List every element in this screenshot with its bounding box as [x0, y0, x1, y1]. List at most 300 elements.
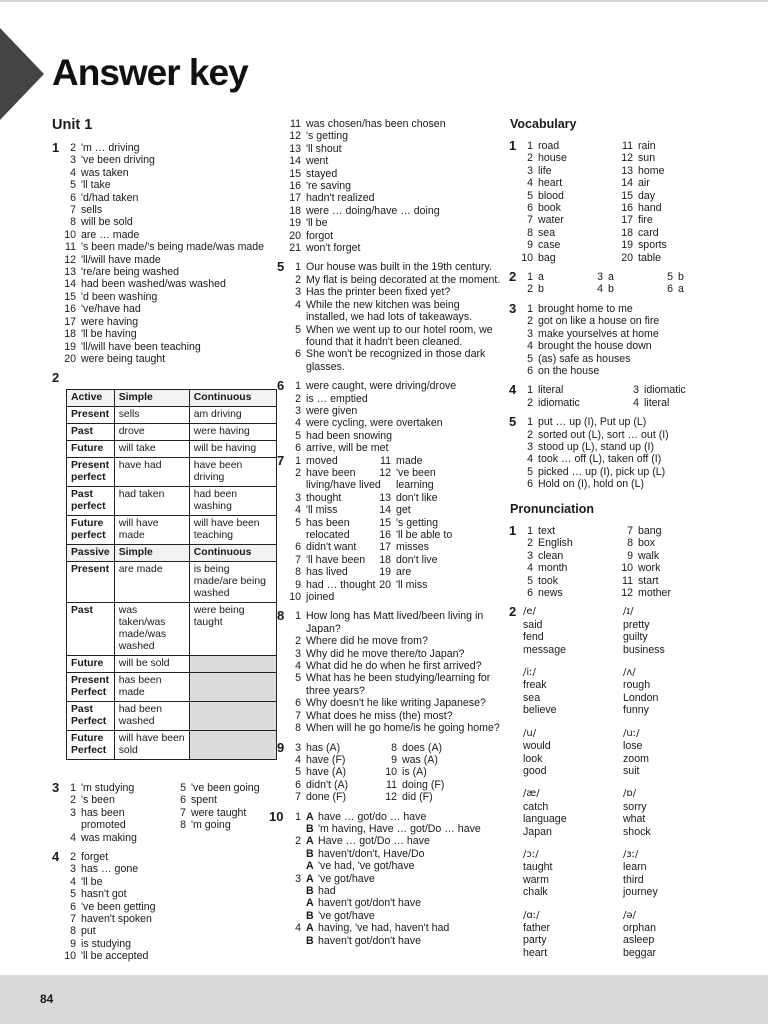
answer-number: 6	[70, 191, 76, 204]
answer-text: sea	[538, 226, 556, 239]
answer-text: text	[538, 525, 556, 537]
phonetic-symbol: /ʌ/	[623, 667, 636, 679]
answer-text: Our house was built in the 19th century.	[306, 261, 492, 274]
answer-number: 10	[621, 562, 633, 575]
answer-text: learning	[396, 479, 434, 492]
answer-line	[172, 782, 260, 794]
phonetic-symbol: /æ/	[523, 788, 540, 800]
answer-text: 'll shout	[306, 142, 342, 155]
answer-number: 3	[295, 491, 301, 504]
answer-line	[619, 140, 667, 152]
answer-line	[377, 579, 452, 591]
answer-line	[519, 340, 759, 352]
answer-number: 21	[289, 242, 301, 255]
table-row	[67, 673, 277, 702]
exercise-number: 8	[277, 608, 285, 624]
table-row	[67, 702, 277, 731]
answer-line	[377, 467, 452, 479]
answer-number: 18	[379, 553, 391, 566]
answer-number: 11	[622, 140, 633, 152]
answer-text: glasses.	[306, 360, 345, 373]
answer-text: took … off (L), taken off (I)	[538, 453, 662, 466]
answer-line	[519, 165, 619, 177]
answer-line	[62, 278, 264, 290]
answer-line	[519, 397, 625, 409]
answer-list	[519, 416, 759, 490]
answer-line	[519, 283, 759, 295]
answer-line	[619, 587, 671, 599]
answer-line	[62, 266, 264, 278]
answer-text: When we went up to our hotel room, we	[306, 323, 493, 336]
answer-line	[62, 216, 264, 228]
answer-line	[287, 697, 497, 709]
vocabulary-exercise-3	[509, 300, 759, 377]
answer-number: 12	[385, 791, 397, 804]
example-word: Japan	[523, 825, 552, 838]
answer-line	[287, 672, 497, 684]
answer-text: What has he been studying/learning for	[306, 672, 491, 685]
answer-text: didn't want	[306, 541, 357, 554]
answer-line	[519, 550, 619, 562]
table-cell: will be having	[189, 441, 276, 458]
answer-line	[287, 192, 497, 204]
answer-line	[287, 467, 377, 479]
answer-line	[172, 794, 260, 806]
answer-line	[287, 130, 497, 142]
exercise-3	[52, 780, 260, 844]
table-cell	[189, 673, 276, 702]
answer-number: 20	[64, 352, 76, 365]
answer-number: 4	[295, 922, 301, 935]
phonetic-symbol: /ɜː/	[623, 848, 639, 860]
answer-text: joined	[306, 591, 335, 604]
answer-text: a	[678, 283, 684, 296]
table-row	[67, 407, 277, 424]
answer-number: 1	[295, 610, 301, 623]
answer-number: 2	[527, 315, 533, 328]
answer-line	[287, 811, 497, 823]
example-word: lose	[623, 740, 643, 753]
answer-line	[383, 754, 444, 766]
example-word: business	[623, 643, 665, 656]
answer-line	[287, 722, 500, 735]
answer-text: Where did he move from?	[306, 635, 428, 648]
answer-line	[62, 901, 260, 913]
answer-number: 2	[70, 851, 76, 864]
answer-text: 'll take	[81, 179, 111, 192]
answer-cell	[589, 283, 659, 295]
answer-line	[62, 341, 264, 353]
answer-list	[519, 384, 625, 409]
answer-number: 16	[289, 180, 301, 193]
answer-line	[519, 478, 759, 490]
table-cell: will have made	[114, 516, 189, 545]
answer-line	[519, 252, 619, 264]
answer-number: 3	[70, 806, 76, 819]
answer-text: three years?	[306, 684, 365, 697]
answer-number: 6	[667, 283, 673, 296]
speaker-label: A	[306, 860, 314, 873]
answer-text: were being taught	[81, 352, 166, 365]
answer-text: literal	[538, 384, 564, 397]
answer-text: was (A)	[402, 753, 438, 766]
answer-text: 'll be having	[81, 328, 137, 341]
answer-line	[519, 466, 759, 478]
answer-number: 3	[295, 741, 301, 754]
answer-number: 3	[527, 440, 533, 453]
answer-text: heart	[538, 177, 563, 190]
answer-line	[383, 742, 444, 754]
answer-line	[62, 925, 260, 937]
answer-text: card	[638, 226, 659, 239]
answer-line	[287, 835, 497, 847]
answer-number: 13	[379, 491, 391, 504]
answer-number: 19	[289, 217, 301, 230]
answer-text: is (A)	[402, 766, 427, 779]
answer-line	[62, 913, 260, 925]
answer-text: 'd/had taken	[81, 191, 139, 204]
answer-text: What does he miss (the) most?	[306, 709, 453, 722]
answer-number: 5	[295, 429, 301, 442]
table-header-row	[67, 390, 277, 407]
exercise-number: 3	[509, 300, 517, 316]
answer-text: 'll be	[81, 875, 103, 888]
answer-line	[519, 525, 619, 537]
answer-line	[619, 165, 667, 177]
row-header-cell: Future	[67, 656, 115, 673]
answer-number: 7	[70, 913, 76, 926]
column-1	[52, 140, 265, 365]
speaker-label: A	[306, 872, 314, 885]
answer-line	[287, 242, 497, 254]
answer-line	[287, 217, 497, 229]
answer-number: 4	[295, 417, 301, 430]
answer-number: 6	[180, 794, 186, 807]
answer-text: house	[538, 152, 567, 165]
answer-line	[172, 819, 260, 831]
answer-line	[519, 315, 759, 327]
answer-list	[383, 742, 444, 804]
answer-text: 's been	[81, 794, 115, 807]
answer-text: don't live	[396, 553, 438, 566]
answer-text: promoted	[81, 819, 126, 832]
answer-cell	[519, 283, 589, 295]
answer-number: 3	[295, 286, 301, 299]
example-word: third	[623, 873, 644, 886]
answer-text: day	[638, 189, 656, 202]
phonetic-symbol: /ɒ/	[623, 788, 637, 800]
answer-text: hadn't realized	[306, 192, 375, 205]
exercise-9	[277, 739, 497, 804]
row-header-cell: Past	[67, 603, 115, 656]
answer-text: has lived	[306, 566, 348, 579]
answer-line	[287, 168, 497, 180]
answer-line	[619, 562, 671, 574]
answer-line	[62, 876, 260, 888]
example-word: warm	[523, 873, 549, 886]
answer-line	[287, 529, 377, 541]
answer-text: life	[538, 164, 552, 177]
answer-line	[62, 204, 264, 216]
answer-number: 13	[64, 266, 76, 279]
row-header-cell: Present Perfect	[67, 673, 115, 702]
answer-line	[519, 353, 759, 365]
answer-list	[62, 142, 264, 365]
answer-text: 've been driving	[81, 154, 155, 167]
phonetic-symbol: /ɪ/	[623, 606, 634, 618]
answer-line	[62, 950, 260, 962]
answer-number: 9	[627, 549, 633, 562]
table-cell	[189, 656, 276, 673]
table-cell: have had	[114, 458, 189, 487]
answer-cell	[519, 271, 589, 283]
answer-line	[62, 316, 264, 328]
answer-number: 5	[295, 516, 301, 529]
answer-line	[287, 566, 377, 578]
answer-number: 1	[527, 140, 533, 152]
answer-line	[377, 517, 452, 529]
answer-text: (as) safe as houses	[538, 352, 631, 365]
answer-number: 12	[621, 587, 633, 600]
answer-line	[287, 455, 377, 467]
answer-text: haven't got/don't have	[318, 897, 421, 910]
answer-line	[619, 252, 667, 264]
answer-text: thought	[306, 491, 342, 504]
answer-text: get	[396, 504, 411, 517]
answer-text: brought home to me	[538, 302, 633, 315]
table-row	[67, 562, 277, 603]
answer-text: doing (F)	[402, 778, 445, 791]
answer-text: 'm having, Have … got/Do … have	[318, 822, 481, 835]
answer-text: 'm studying	[81, 782, 135, 794]
answer-text: 're/are being washed	[81, 266, 180, 279]
answer-text: has … gone	[81, 863, 139, 876]
answer-line	[377, 455, 452, 467]
answer-line	[377, 504, 452, 516]
answer-number: 3	[633, 384, 639, 397]
answer-text: having, 've had, haven't had	[318, 922, 450, 935]
example-word: language	[523, 813, 567, 826]
answer-number: 5	[180, 782, 186, 794]
answer-number: 2	[527, 428, 533, 441]
answer-line	[287, 660, 497, 672]
answer-number: 8	[70, 925, 76, 938]
answer-line	[62, 794, 172, 806]
answer-line	[619, 239, 667, 251]
pronunciation-heading: Pronunciation	[510, 502, 595, 516]
answer-text: work	[638, 562, 661, 575]
answer-text: 'll have been	[306, 553, 366, 566]
answer-text: on the house	[538, 364, 600, 377]
answer-text: were cycling, were overtaken	[306, 417, 443, 430]
table-header-cell: Passive	[67, 545, 115, 562]
answer-line	[62, 832, 172, 844]
example-word: pretty	[623, 618, 650, 631]
answer-line	[287, 873, 497, 885]
answer-number: 6	[295, 697, 301, 710]
speaker-label: A	[306, 922, 314, 935]
answer-line	[287, 405, 497, 417]
table-row	[67, 487, 277, 516]
table-cell: has been made	[114, 673, 189, 702]
answer-line	[377, 541, 452, 553]
answer-line	[377, 479, 452, 491]
answer-line	[287, 897, 497, 909]
answer-text: 's getting	[306, 130, 349, 143]
answer-line	[287, 779, 383, 791]
answer-number: 7	[527, 214, 533, 227]
answer-line	[519, 416, 759, 428]
column-3-pronunciation	[509, 523, 759, 970]
answer-number: 14	[379, 504, 391, 517]
table-cell: had been washed	[114, 702, 189, 731]
answer-text: start	[638, 574, 659, 587]
answer-list	[619, 140, 667, 264]
answer-text: did (F)	[402, 791, 433, 804]
answer-text: 'll be able to	[396, 529, 453, 541]
answer-line	[62, 229, 264, 241]
answer-text: 'll miss	[396, 578, 428, 591]
answer-number: 8	[180, 819, 186, 832]
answer-number: 8	[295, 566, 301, 579]
page-number: 84	[40, 992, 54, 1006]
answer-number: 9	[391, 753, 397, 766]
vocabulary-exercise-4	[509, 382, 759, 409]
answer-number: 4	[295, 298, 301, 311]
answer-line	[619, 227, 667, 239]
answer-line	[287, 348, 497, 360]
phonetic-symbol: /ɔː/	[523, 848, 539, 860]
exercise-number: 1	[509, 523, 517, 538]
answer-number: 17	[379, 541, 391, 554]
answer-text: moved	[306, 454, 338, 467]
row-header-cell: Present perfect	[67, 458, 115, 487]
answer-line	[287, 648, 497, 660]
sound-group	[523, 788, 623, 838]
answer-number: 5	[295, 672, 301, 685]
vocabulary-exercise-1	[509, 138, 759, 264]
answer-text: didn't (A)	[306, 778, 349, 791]
example-word: what	[623, 813, 646, 826]
phonetic-symbol: /uː/	[623, 727, 640, 739]
exercise-number: 4	[52, 849, 60, 865]
answer-number: 9	[295, 578, 301, 591]
answer-text: got on like a house on fire	[538, 315, 660, 328]
answer-number: 15	[289, 167, 301, 180]
answer-number: 2	[527, 537, 533, 550]
answer-number: 1	[527, 416, 533, 429]
table-cell: will have been sold	[114, 731, 189, 760]
answer-number: 20	[379, 578, 391, 591]
example-word: taught	[523, 861, 553, 874]
answer-text: has (A)	[306, 741, 341, 754]
answer-line	[287, 380, 497, 392]
answer-text: arrive, will be met	[306, 442, 389, 455]
table-cell: will be sold	[114, 656, 189, 673]
speaker-label: B	[306, 909, 314, 922]
table-header-cell: Simple	[114, 545, 189, 562]
example-word: suit	[623, 764, 640, 777]
answer-line	[62, 782, 172, 794]
answer-line	[519, 441, 759, 453]
answer-number: 7	[627, 525, 633, 537]
answer-list	[172, 782, 260, 844]
answer-line	[62, 888, 260, 900]
answer-number: 10	[521, 251, 533, 264]
phonetic-symbol: /u/	[523, 727, 537, 739]
answer-line	[287, 492, 377, 504]
answer-text: had been snowing	[306, 429, 392, 442]
answer-text: forget	[81, 851, 109, 864]
answer-text: forgot	[306, 229, 334, 242]
answer-text: rain	[638, 140, 656, 152]
speaker-label: B	[306, 847, 314, 860]
table-row	[67, 458, 277, 487]
answer-line	[287, 554, 377, 566]
answer-line	[519, 177, 619, 189]
answer-text: is studying	[81, 937, 132, 950]
answer-line	[519, 453, 759, 465]
sound-group	[623, 667, 665, 717]
sound-group	[523, 606, 623, 656]
table-cell: had been washing	[189, 487, 276, 516]
answer-number: 6	[70, 900, 76, 913]
table-cell: were having	[189, 424, 276, 441]
answer-text: had	[318, 884, 336, 897]
corner-tab-marker	[0, 28, 44, 120]
answer-text: bang	[638, 525, 662, 537]
answer-text: mother	[638, 587, 671, 600]
answer-line	[287, 541, 377, 553]
answer-text: b	[678, 271, 684, 284]
answer-line	[287, 791, 383, 803]
answer-number: 14	[64, 278, 76, 291]
exercise-number: 5	[509, 414, 517, 430]
row-header-cell: Future perfect	[67, 516, 115, 545]
answer-number: 2	[70, 142, 76, 154]
answer-line	[377, 529, 452, 541]
answer-line	[62, 851, 260, 863]
answer-line	[62, 807, 172, 819]
answer-text: a	[608, 271, 614, 284]
answer-text: literal	[644, 396, 670, 409]
answer-line	[287, 754, 383, 766]
answer-text: How long has Matt lived/been living in	[306, 610, 484, 623]
answer-number: 12	[289, 130, 301, 143]
answer-number: 1	[527, 271, 533, 284]
answer-line	[62, 142, 264, 154]
example-word: London	[623, 691, 659, 704]
example-word: guilty	[623, 631, 648, 644]
answer-number: 5	[70, 888, 76, 901]
answer-number: 18	[64, 328, 76, 341]
answer-number: 17	[289, 192, 301, 205]
answer-line	[287, 143, 497, 155]
answer-text: put	[81, 925, 96, 938]
answer-text: Japan?	[306, 622, 341, 635]
answer-text: Why doesn't he like writing Japanese?	[306, 697, 486, 710]
answer-number: 1	[527, 302, 533, 315]
answer-number: 9	[527, 239, 533, 252]
exercise-number: 1	[52, 140, 60, 155]
answer-number: 8	[627, 537, 633, 550]
answer-text: have (A)	[306, 766, 347, 779]
answer-number: 4	[527, 177, 533, 190]
answer-list	[287, 118, 497, 254]
answer-text: were … doing/have … doing	[306, 204, 440, 217]
answer-number: 10	[64, 228, 76, 241]
answer-number: 5	[527, 574, 533, 587]
